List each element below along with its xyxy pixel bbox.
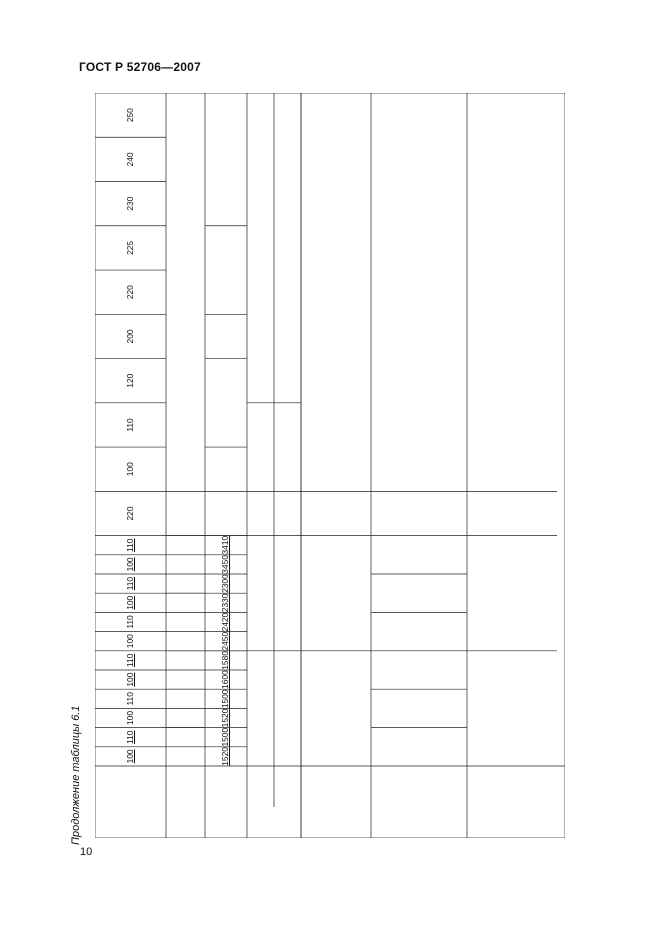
voltage-cell: 110: [125, 576, 135, 591]
voltage-cell: 110: [125, 538, 135, 552]
voltage-cell: 100: [125, 462, 135, 477]
voltage-cell: 110: [125, 615, 135, 629]
voltage-cell: 100: [125, 749, 135, 764]
flux-cell: 1500: [220, 689, 230, 709]
voltage-cell: 230: [125, 196, 135, 211]
table-continuation-caption: Продолжение таблицы 6.1: [70, 705, 82, 845]
flux-cell: 1580: [220, 651, 230, 670]
voltage-cell: 200: [125, 329, 135, 344]
voltage-cell: 100: [125, 634, 135, 649]
voltage-cell: 225: [125, 240, 135, 255]
voltage-cell: 220: [125, 285, 135, 300]
document-header: ГОСТ Р 52706—2007: [79, 60, 201, 74]
flux-cell: 2300: [220, 574, 230, 593]
voltage-cell: 120: [125, 373, 135, 388]
flux-cell: 2420: [220, 612, 230, 632]
voltage-cell: 100: [125, 595, 135, 610]
flux-cell: 3410: [220, 535, 230, 555]
voltage-cell: 240: [125, 152, 135, 167]
voltage-cell: 110: [125, 653, 135, 668]
flux-cell: 3450: [220, 555, 230, 574]
voltage-cell: 110: [125, 730, 135, 744]
table-grid-lines: [95, 93, 565, 838]
rotated-table: [95, 93, 565, 838]
flux-cell: 1600: [220, 670, 230, 689]
voltage-cell: 110: [125, 692, 135, 706]
voltage-cell: 250: [125, 108, 135, 123]
flux-cell: 1500: [220, 727, 230, 747]
voltage-cell: 100: [125, 711, 135, 725]
flux-cell: 1520: [220, 747, 230, 766]
voltage-cell: 100: [125, 672, 135, 687]
flux-cell: 2330: [220, 593, 230, 613]
voltage-cell: 110: [125, 418, 135, 432]
page-number: 10: [80, 846, 93, 858]
voltage-cell: 220: [125, 506, 135, 521]
flux-cell: 2450: [220, 631, 230, 651]
flux-cell: 1520: [220, 708, 230, 728]
voltage-cell: 100: [125, 557, 135, 572]
